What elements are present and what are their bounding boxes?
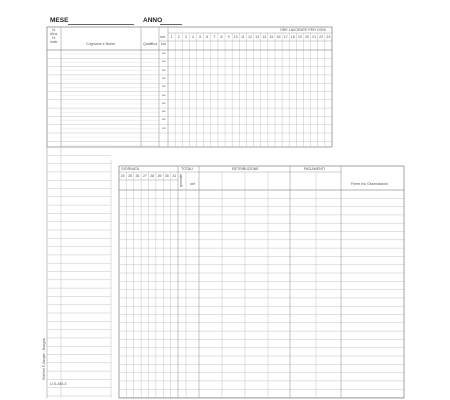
anno-label: ANNO bbox=[143, 17, 163, 24]
right-day-number: 26 bbox=[135, 173, 140, 178]
day-number: 1 bbox=[170, 35, 173, 39]
day-number: 9 bbox=[227, 35, 230, 39]
right-table-border bbox=[119, 166, 404, 398]
right-ore-col-header: ore bbox=[190, 182, 196, 186]
day-number: 21 bbox=[312, 35, 317, 39]
right-day-number: 31 bbox=[172, 173, 177, 178]
day-number: 6 bbox=[206, 35, 209, 39]
day-number: 8 bbox=[220, 35, 223, 39]
retribuzione-header: RETRIBUZIONE bbox=[232, 166, 259, 171]
right-day-number: 30 bbox=[164, 173, 169, 178]
day-number: 2 bbox=[177, 35, 180, 39]
row-ore-mark: ore bbox=[162, 76, 166, 80]
row-ore-mark: ore bbox=[162, 68, 166, 72]
day-number: 20 bbox=[305, 35, 310, 39]
day-number: 12 bbox=[247, 35, 252, 39]
day-number: 3 bbox=[184, 35, 187, 39]
left-col-qualifica-header: Qualifica bbox=[143, 42, 157, 46]
day-number: 18 bbox=[290, 35, 295, 39]
row-ore-mark: ore bbox=[162, 101, 166, 105]
day-number: 22 bbox=[319, 35, 324, 39]
day-number: 7 bbox=[213, 35, 216, 39]
right-day-number: 27 bbox=[142, 173, 147, 178]
firme-header: Firme e/o Osservazioni bbox=[351, 182, 388, 186]
left-col-number-header: N. d'ins. N. matr. bbox=[49, 28, 59, 45]
giornata-header: GIORNATA bbox=[121, 166, 140, 171]
row-ore-mark: ore bbox=[162, 52, 166, 55]
pagamenti-header: PAGAMENTI bbox=[304, 166, 325, 171]
day-number: 4 bbox=[191, 35, 194, 39]
day-number: 14 bbox=[262, 35, 267, 39]
day-number: 19 bbox=[297, 35, 302, 39]
printer-credit: Grafiche E.Gaspari - Bologna bbox=[42, 338, 46, 380]
left-col-km-header: km bbox=[161, 42, 166, 46]
totali-header: TOTALI bbox=[181, 166, 194, 171]
day-number: 16 bbox=[276, 35, 281, 39]
day-number: 10 bbox=[233, 35, 238, 39]
mese-label: MESE bbox=[50, 17, 69, 24]
left-col-ore-header: ore bbox=[160, 35, 166, 39]
giornate-col-header: giornate bbox=[179, 174, 183, 187]
row-ore-mark: ore bbox=[162, 110, 166, 114]
day-number: 13 bbox=[255, 35, 260, 39]
right-day-number: 24 bbox=[120, 173, 125, 178]
row-ore-mark: ore bbox=[162, 60, 166, 64]
day-number: 5 bbox=[199, 35, 202, 39]
right-day-number: 29 bbox=[157, 173, 162, 178]
row-ore-mark: ore bbox=[162, 126, 166, 130]
left-col-name-header: Cognome e Nome bbox=[86, 42, 116, 46]
day-number: 17 bbox=[283, 35, 288, 39]
row-ore-mark: ore bbox=[162, 93, 166, 97]
right-day-number: 28 bbox=[150, 173, 155, 178]
day-number: 15 bbox=[269, 35, 274, 39]
right-day-number: 25 bbox=[128, 173, 133, 178]
form-code: U.G.28/L3 bbox=[50, 382, 67, 386]
day-number: 23 bbox=[326, 35, 331, 39]
day-number: 11 bbox=[240, 35, 245, 39]
row-ore-mark: ore bbox=[162, 118, 166, 122]
ore-lavorate-header: ORE LAVORATE PER OGNI bbox=[280, 27, 326, 32]
row-ore-mark: ore bbox=[162, 85, 166, 89]
